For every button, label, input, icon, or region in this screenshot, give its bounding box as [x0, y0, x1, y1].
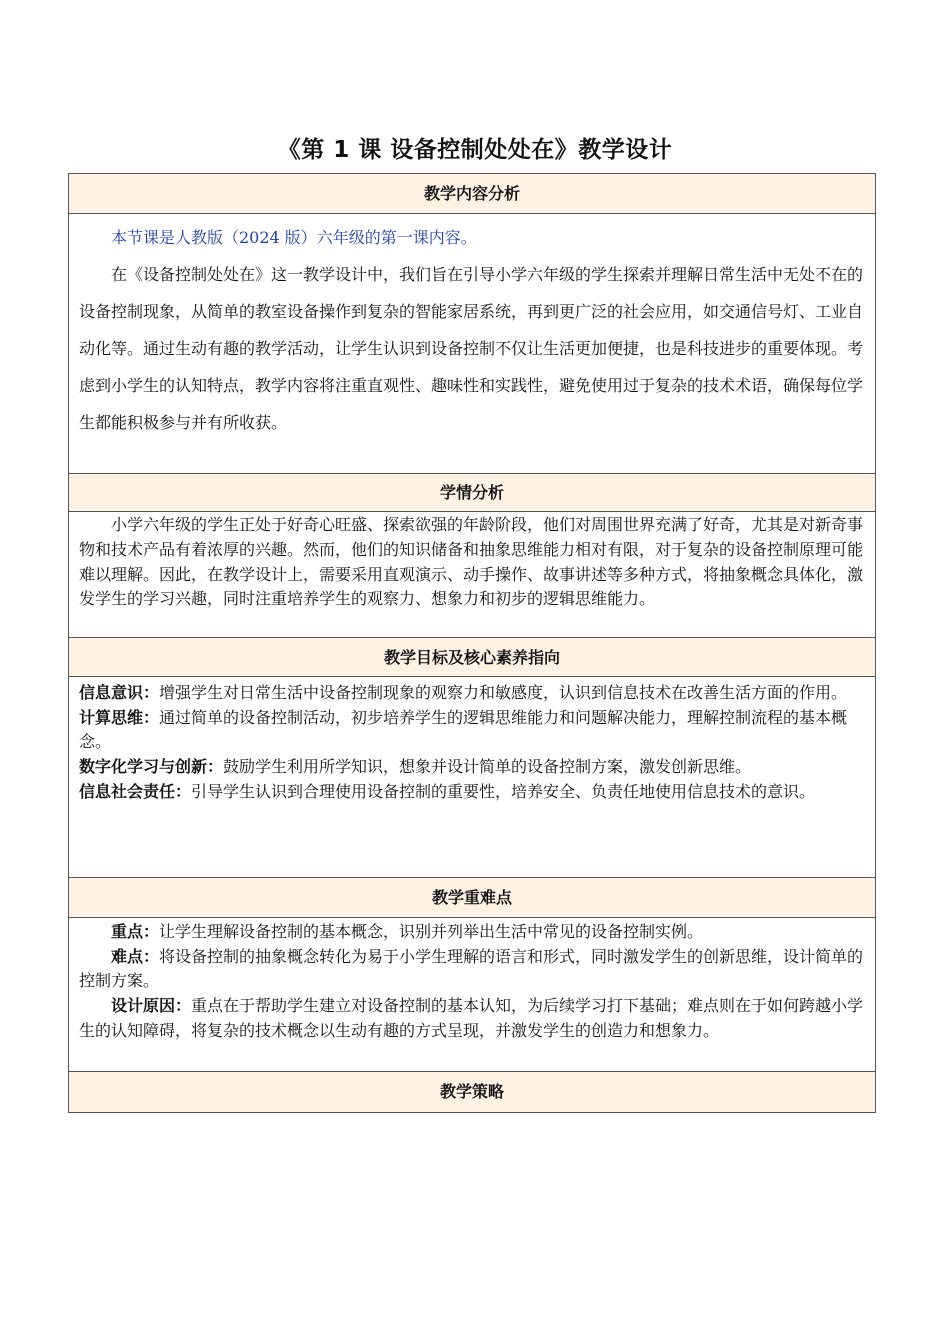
objective-label: 信息社会责任： [79, 781, 192, 801]
document-title: 《第 1 课 设备控制处处在》教学设计 [277, 137, 673, 163]
key-point-item [79, 920, 865, 945]
learner-analysis-text: 小学六年级的学生正处于好奇心旺盛、探索欲强的年龄阶段，他们对周围世界充满了好奇，尤其是对新奇事物和技术产品有着浓厚的兴趣。然而，他们的知识储备和抽象思维能力相对有限，对于复杂的设备控制原理可能难以理解。因此，在教学设计上，需要采用直观演示、动手操作、故事讲述等多种方式，将抽象概念具体化，激发学生的学习兴趣，同时注重培养学生的观察力、想象力和初步的逻辑思维能力。 [79, 515, 864, 609]
key-points-header: 教学重难点 [69, 878, 875, 918]
key-point-item [79, 994, 865, 1043]
objectives-header: 教学目标及核心素养指向 [69, 638, 875, 677]
objective-item [79, 780, 865, 805]
content-analysis-header: 教学内容分析 [69, 174, 875, 214]
objectives-cell [69, 677, 875, 878]
key-point-text: 将设备控制的抽象概念转化为易于小学生理解的语言和形式，同时激发学生的创新思维，设计简单的控制方案。 [79, 946, 864, 991]
lesson-plan-table [68, 173, 876, 1113]
key-points-cell [69, 918, 875, 1072]
objective-text: 引导学生认识到合理使用设备控制的重要性，培养安全、负责任地使用信息技术的意识。 [191, 781, 816, 801]
content-analysis-text: 在《设备控制处处在》这一教学设计中，我们旨在引导小学六年级的学生探索并理解日常生活中无处不在的设备控制现象，从简单的教室设备操作到复杂的智能家居系统，再到更广泛的社会应用，如交通信号灯、工业自动化等。通过生动有趣的教学活动，让学生认识到设备控制不仅让生活更加便捷，也是科技进步的重要体现。考虑到小学生的认知特点，教学内容将注重直观性、趣味性和实践性，避免使用过于复杂的技术术语，确保每位学生都能积极参与并有所收获。 [79, 265, 864, 432]
objective-item [79, 706, 865, 755]
objective-label: 信息意识： [79, 683, 160, 702]
learner-analysis-cell [69, 512, 875, 638]
key-point-item [79, 945, 865, 994]
key-point-text: 重点在于帮助学生建立对设备控制的基本认知，为后续学习打下基础；难点则在于如何跨越小学生的认知障碍，将复杂的技术概念以生动有趣的方式呈现，并激发学生的创造力和想象力。 [79, 996, 864, 1040]
objective-text: 鼓励学生利用所学知识，想象并设计简单的设备控制方案，激发创新思维。 [223, 757, 752, 777]
key-point-text: 让学生理解设备控制的基本概念，识别并列举出生活中常见的设备控制实例。 [159, 922, 704, 941]
objective-label: 数字化学习与创新： [79, 757, 224, 777]
key-point-label: 重点： [111, 922, 160, 941]
objective-text: 通过简单的设备控制活动，初步培养学生的逻辑思维能力和问题解决能力，理解控制流程的基本概念。 [79, 707, 848, 752]
key-point-label: 设计原因： [111, 996, 192, 1016]
content-analysis-intro: 本节课是人教版（2024 版）六年级的第一课内容。 [111, 228, 477, 247]
learner-analysis-header: 学情分析 [69, 474, 875, 512]
content-analysis-cell [69, 214, 875, 474]
objective-text: 增强学生对日常生活中设备控制现象的观察力和敏感度，认识到信息技术在改善生活方面的作用。 [159, 683, 848, 702]
objective-item [79, 755, 865, 780]
objective-item [79, 681, 865, 706]
strategy-header: 教学策略 [69, 1072, 875, 1112]
objective-label: 计算思维： [79, 707, 160, 727]
key-point-label: 难点： [111, 946, 160, 966]
